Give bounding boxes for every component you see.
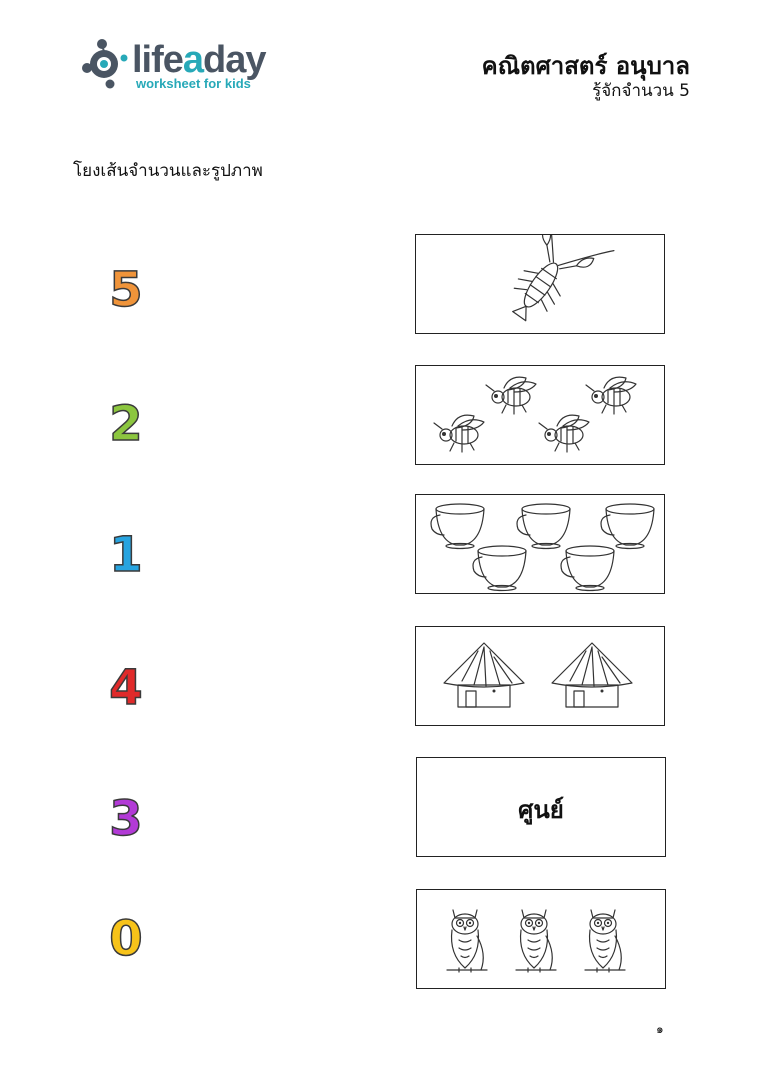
hut-icon xyxy=(444,643,524,707)
cup-icon xyxy=(517,504,570,549)
owl-icon xyxy=(447,910,487,972)
bee-group xyxy=(416,366,666,466)
owl-icon xyxy=(585,910,625,972)
picture-box-huts[interactable] xyxy=(415,626,665,726)
picture-box-zero-word[interactable] xyxy=(416,757,666,857)
owl-group xyxy=(417,890,667,990)
worksheet-subtitle: รู้จักจำนวน 5 xyxy=(592,81,690,101)
lobster-icon xyxy=(416,235,666,335)
brand-logo xyxy=(80,36,280,96)
number-label: 4 xyxy=(109,660,143,716)
number-label: 2 xyxy=(109,396,143,452)
number-label: 3 xyxy=(109,791,143,847)
bee-icon xyxy=(486,377,536,414)
number-label: 1 xyxy=(109,527,143,583)
number-label: 5 xyxy=(109,262,143,318)
worksheet-title: คณิตศาสตร์ อนุบาล xyxy=(481,52,690,80)
cup-group xyxy=(416,495,666,595)
cup-icon xyxy=(601,504,654,549)
cup-icon xyxy=(561,546,614,591)
bee-icon xyxy=(539,415,589,452)
bee-icon xyxy=(586,377,636,414)
picture-box-lobster[interactable] xyxy=(415,234,665,334)
hut-icon xyxy=(552,643,632,707)
brand-wordmark: lifeaday xyxy=(132,39,266,81)
picture-box-cups[interactable] xyxy=(415,494,665,594)
molecule-logo-icon xyxy=(80,38,130,90)
owl-icon xyxy=(516,910,556,972)
cup-icon xyxy=(431,504,484,549)
hut-group xyxy=(416,627,666,727)
bee-icon xyxy=(434,415,484,452)
page-number: ๑ xyxy=(656,1022,664,1036)
cup-icon xyxy=(473,546,526,591)
brand-tagline: worksheet for kids xyxy=(136,76,251,91)
instruction-text: โยงเส้นจำนวนและรูปภาพ xyxy=(73,161,263,181)
picture-box-bees[interactable] xyxy=(415,365,665,465)
number-label: 0 xyxy=(109,911,143,967)
picture-box-owls[interactable] xyxy=(416,889,666,989)
zero-word-text: ศูนย์ xyxy=(518,796,564,824)
